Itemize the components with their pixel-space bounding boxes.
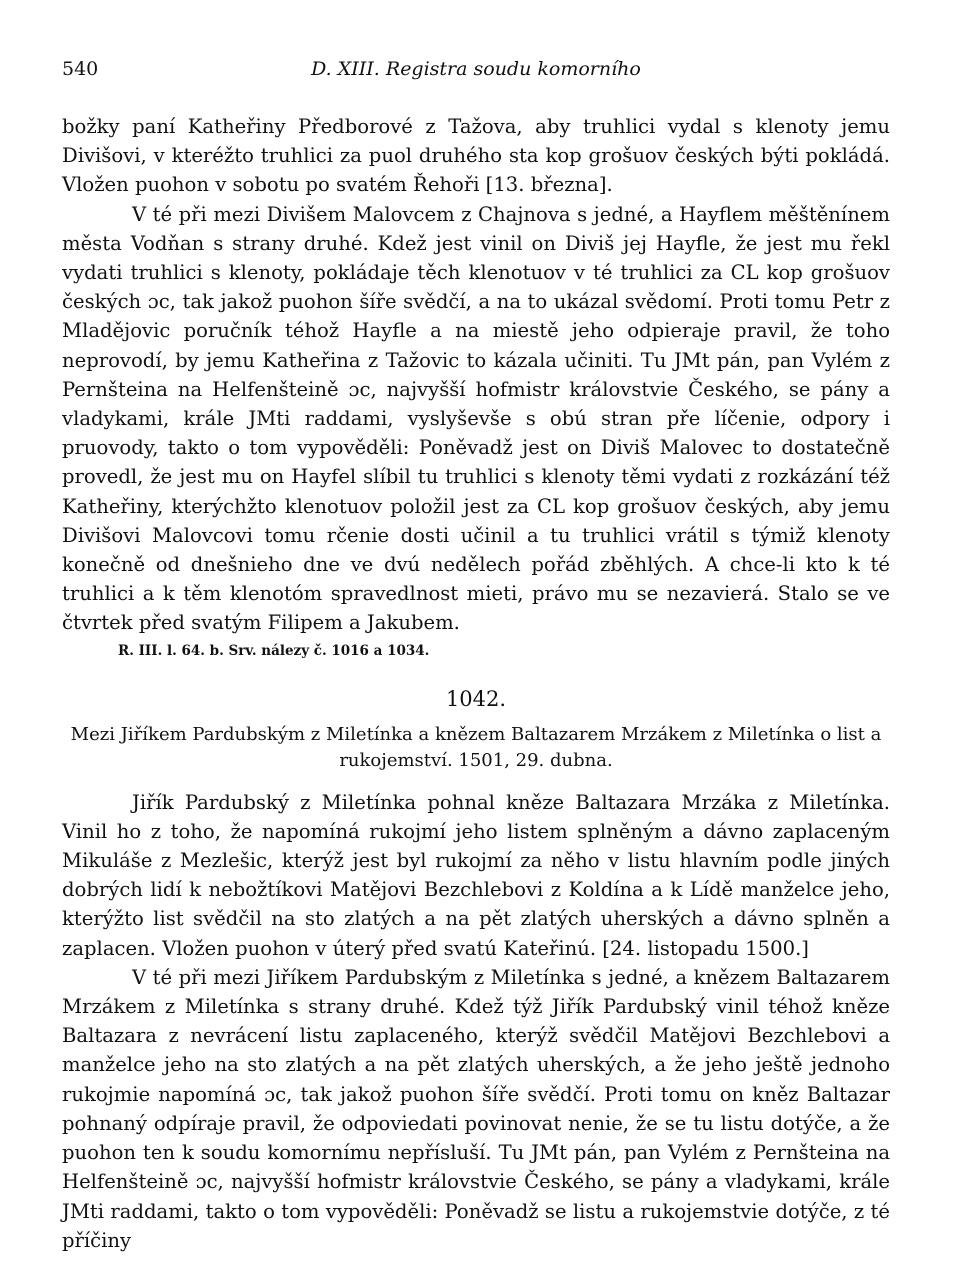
entry-1041-continuation — [62, 112, 890, 638]
entry-1041-paragraph-1: božky paní Katheřiny Předborové z Tažova, aby truhlici vydal s klenoty jemu Divišovi, v kteréžto truhlici za puol druhého sta kop grošuov českých býti pokládá. Vložen puohon v sobotu po svatém Řehoři [13. března]. — [62, 115, 890, 197]
page-number: 540 — [62, 58, 99, 80]
entry-1042-number: 1042. — [445, 686, 507, 711]
entry-1042-paragraph-2: V té při mezi Jiříkem Pardubským z Miletínka s jedné, a knězem Baltazarem Mrzákem z Miletínka s strany druhé. Kdež týž Jiřík Pardubský vinil téhož kněze Baltazara z nevrácení listu zaplaceného, kterýž svědčil Matějovi Bezchlebovi a manželce jeho na sto zlatých a na pět zlatých uherských, a že jeho ještě jednoho rukojmie napomíná ɔc, tak jakož puohon šíře svědčí. Proti tomu on kněz Baltazar pohnaný odpíraje pravil, že odpoviedati povinovat nenie, že se tu listu dotýče, a že puohon ten k soudu komornímu nepřísluší. Tu JMt pán, pan Vylém z Pernšteina na Helfenšteině ɔc, najvyšší hofmistr královstvie Českého, se pány a vladykami, krále JMti raddami, takto o tom vypověděli: Poněvadž se listu a rukojemstvie dotýče, z té příčiny — [62, 965, 890, 1252]
page-header — [62, 58, 890, 94]
entry-1042-paragraph-1: Jiřík Pardubský z Miletínka pohnal kněze Baltazara Mrzáka z Miletínka. Vinil ho z toho, že napomíná rukojmí jeho listem splněným a dávno zaplaceným Mikuláše z Mezlešic, kterýž jest byl rukojmí za něho v listu hlavním podle jiných dobrých lidí k nebožtíkovi Matějovi Bezchlebovi z Koldína a k Lídě manželce jeho, kterýžto list svědčil na sto zlatých a na pět zlatých uherských a dávno splněn a zaplacen. Vložen puohon v úterý před svatú Kateřinú. [24. listopadu 1500.] — [62, 790, 890, 960]
entry-1041-paragraph-2: V té při mezi Divišem Malovcem z Chajnova s jedné, a Hayflem měštěnínem města Vodňan s strany druhé. Kdež jest vinil on Diviš jej Hayfle, že jest mu řekl vydati truhlici s klenoty, pokládaje těch klenotuov v té truhlici za CL kop grošuov českých ɔc, tak jakož puohon šíře svědčí, a na to ukázal svědomí. Proti tomu Petr z Mladějovic poručník téhož Hayfle a na miestě jeho odpieraje pravil, že toho neprovodí, by jemu Katheřina z Tažovic to kázala učiniti. Tu JMt pán, pan Vylém z Pernšteina na Helfenšteině ɔc, najvyšší hofmistr královstvie Českého, se pány a vladykami, krále JMti raddami, vyslyševše s obú stran pře líčenie, odpory i pruovody, takto o tom vypověděli: Poněvadž jest on Diviš Malovec to dostatečně provedl, že jest mu on Hayfel slíbil tu truhlici s klenoty těmi vydati z rozkázání též Katheřiny, kterýchžto klenotuov položil jest za CL kop grošuov českých, aby jemu Divišovi Malovcovi tomu rčenie dosti učinil a tu truhlici vrátil s týmiž klenoty konečně od dnešnieho dne ve dvú nedělech pořád zběhlých. A chce-li kto k té truhlici a k těm klenotóm spravedlnost mieti, právo mu se nezavierá. Stalo se ve čtvrtek před svatým Filipem a Jakubem. — [62, 202, 890, 635]
entry-1042-summary: Mezi Jiříkem Pardubským z Miletínka a knězem Baltazarem Mrzákem z Miletínka o list a rukojemství. 1501, 29. dubna. — [70, 723, 882, 771]
document-page — [62, 58, 890, 1255]
entry-1042-body — [62, 788, 890, 1255]
entry-1041-source-note: R. III. l. 64. b. Srv. nálezy č. 1016 a 1034. — [118, 642, 430, 659]
running-head: D. XIII. Registra soudu komorního — [311, 58, 641, 80]
